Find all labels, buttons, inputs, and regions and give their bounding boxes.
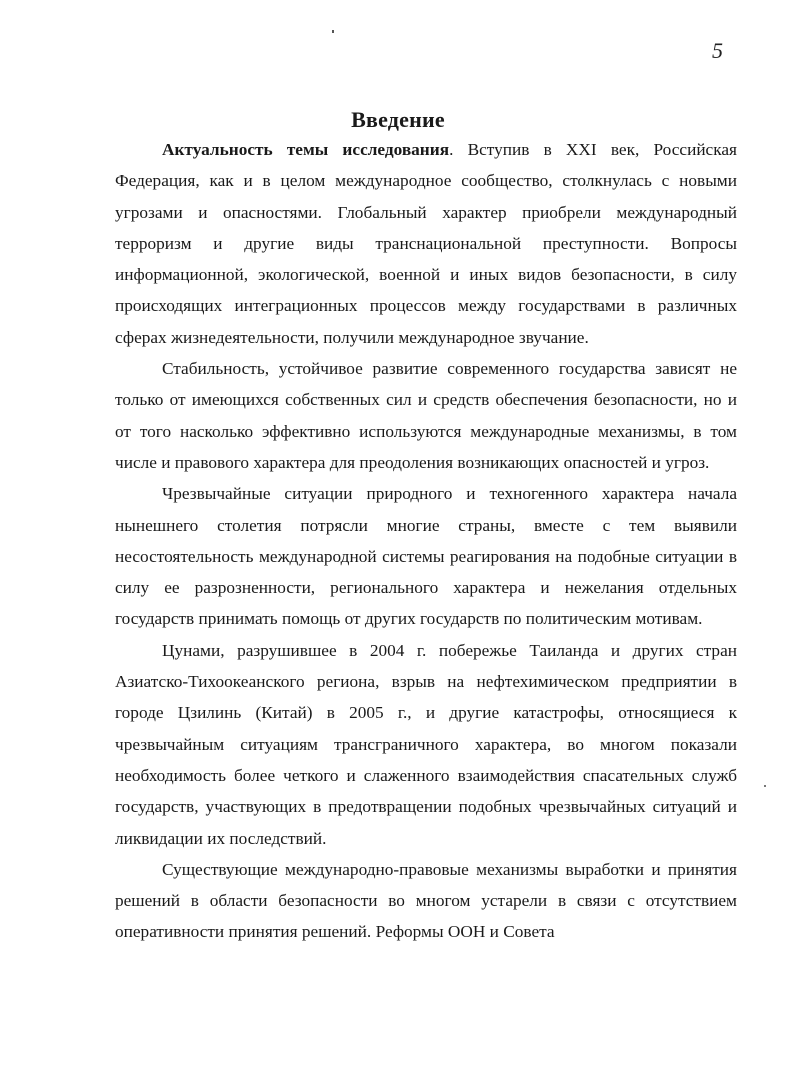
paragraph-mechanisms: Существующие международно-правовые механизмы выработки и принятия решений в области безопасности во многом устарели в связи с отсутствием оперативности принятия решений. Реформы ООН и Совета (115, 859, 737, 942)
scan-speck (764, 785, 766, 787)
document-body (115, 134, 737, 948)
page-title: Введение (351, 106, 445, 132)
paragraph-text: . Вступив в XXI век, Российская Федерация, как и в целом международное сообщество, столкнулась с новыми угрозами и опасностями. Глобальный характер приобрели международный терроризм и другие виды транснациональной преступности. Вопросы информационной, экологической, военной и иных видов безопасности, в силу происходящих интеграционных процессов между государствами в различных сферах жизнедеятельности, получили международное звучание. (115, 140, 737, 347)
page-number: 5 (712, 38, 723, 63)
paragraph-tsunami: Цунами, разрушившее в 2004 г. побережье Таиланда и других стран Азиатско-Тихоокеанского региона, взрыв на нефтехимическом предприятии в городе Цзилинь (Китай) в 2005 г., и другие катастрофы, относящиеся к чрезвычайным ситуациям трансграничного характера, во многом показали необходимость более четкого и слаженного взаимодействия спасательных служб государств, участвующих в предотвращении подобных чрезвычайных ситуаций и ликвидации их последствий. (115, 640, 737, 848)
scan-speck (332, 30, 334, 33)
paragraph-stability: Стабильность, устойчивое развитие современного государства зависят не только от имеющихся собственных сил и средств обеспечения безопасности, но и от того насколько эффективно используются международные механизмы, в том числе и правового характера для преодоления возникающих опасностей и угроз. (115, 359, 737, 472)
paragraph-relevance (115, 134, 737, 353)
paragraph-emergencies: Чрезвычайные ситуации природного и техногенного характера начала нынешнего столетия потрясли многие страны, вместе с тем выявили несостоятельность международной системы реагирования на подобные ситуации в силу ее разрозненности, регионального характера и нежелания отдельных государств принимать помощь от других государств по политическим мотивам. (115, 484, 737, 629)
paragraph-lead-heading: Актуальность темы исследования (162, 140, 450, 159)
